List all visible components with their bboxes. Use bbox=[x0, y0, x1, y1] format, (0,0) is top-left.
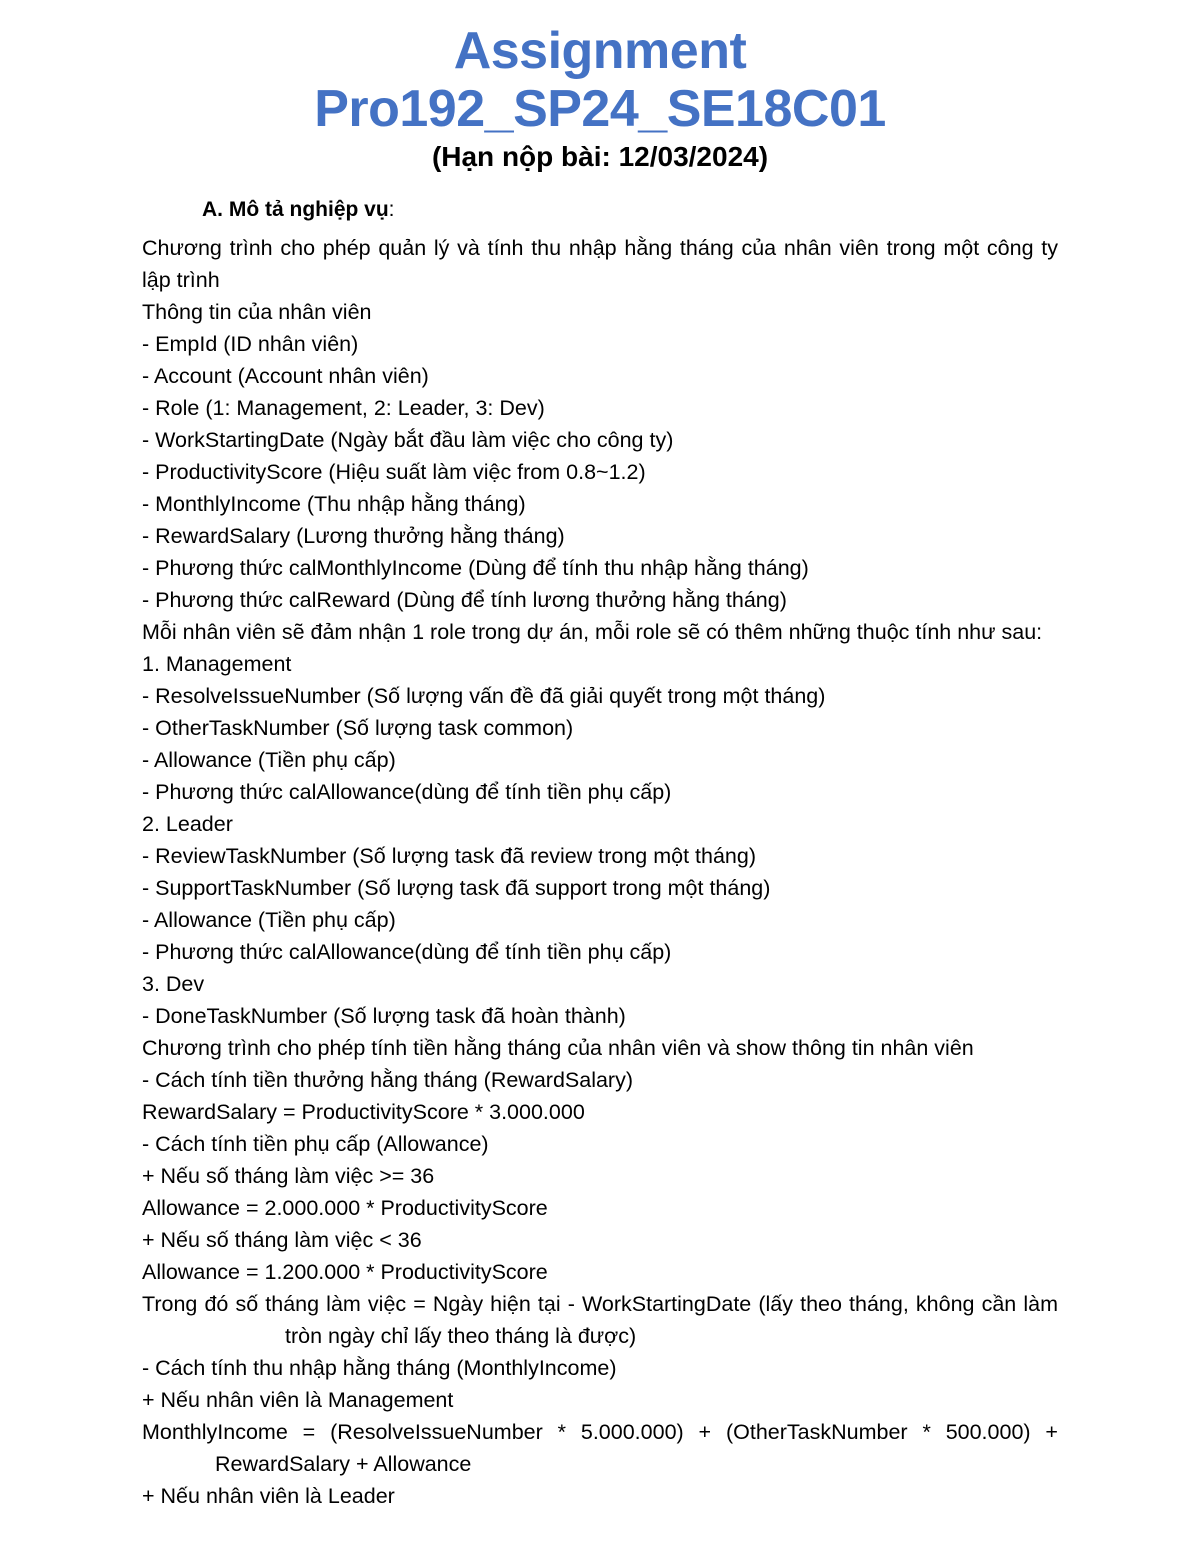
employee-attribute-item: - Phương thức calReward (Dùng để tính lương thưởng hằng tháng) bbox=[142, 588, 787, 613]
title-line-2: Pro192_SP24_SE18C01 bbox=[314, 80, 886, 139]
employee-attribute-item: - MonthlyIncome (Thu nhập hằng tháng) bbox=[142, 492, 526, 517]
allowance-condition-1: + Nếu số tháng làm việc >= 36 bbox=[142, 1164, 435, 1189]
allowance-formula-1: Allowance = 2.000.000 * ProductivityScore bbox=[142, 1196, 548, 1221]
months-calculation-note: Trong đó số tháng làm việc = Ngày hiện tại - WorkStartingDate (lấy theo tháng, không cần làm tròn ngày chỉ lấy theo tháng là được) bbox=[142, 1292, 1058, 1349]
employee-attribute-item: - Phương thức calMonthlyIncome (Dùng để tính thu nhập hằng tháng) bbox=[142, 556, 809, 581]
section-a-marker: A. bbox=[202, 198, 223, 221]
title-line-1: Assignment bbox=[453, 22, 747, 80]
income-condition-leader: + Nếu nhân viên là Leader bbox=[142, 1484, 395, 1509]
employee-attribute-item: - Account (Account nhân viên) bbox=[142, 364, 429, 389]
role-heading-leader: 2. Leader bbox=[142, 812, 233, 837]
roles-intro-paragraph: Mỗi nhân viên sẽ đảm nhận 1 role trong dự án, mỗi role sẽ có thêm những thuộc tính như sau: bbox=[142, 620, 1043, 645]
employee-attribute-item: - EmpId (ID nhân viên) bbox=[142, 332, 359, 357]
employee-attribute-item: - RewardSalary (Lương thưởng hằng tháng) bbox=[142, 524, 565, 549]
allowance-heading: - Cách tính tiền phụ cấp (Allowance) bbox=[142, 1132, 489, 1157]
document-body bbox=[142, 196, 1058, 1512]
role-item: - SupportTaskNumber (Số lượng task đã support trong một tháng) bbox=[142, 876, 771, 901]
document-title bbox=[0, 22, 1200, 138]
role-item: - DoneTaskNumber (Số lượng task đã hoàn thành) bbox=[142, 1004, 626, 1029]
role-item: - OtherTaskNumber (Số lượng task common) bbox=[142, 716, 574, 741]
document-subtitle: (Hạn nộp bài: 12/03/2024) bbox=[431, 141, 769, 173]
income-formula-management: MonthlyIncome = (ResolveIssueNumber * 5.000.000) + (OtherTaskNumber * 500.000) + RewardSalary + Allowance bbox=[142, 1420, 1058, 1477]
title-block bbox=[0, 0, 1200, 174]
role-item: - ResolveIssueNumber (Số lượng vấn đề đã giải quyết trong một tháng) bbox=[142, 684, 826, 709]
section-a-label: Mô tả nghiệp vụ bbox=[228, 198, 389, 221]
role-item: - Allowance (Tiền phụ cấp) bbox=[142, 908, 396, 933]
section-a-heading bbox=[202, 196, 1058, 224]
intro-paragraph-1: Chương trình cho phép quản lý và tính thu nhập hằng tháng của nhân viên trong một công ty lập trình bbox=[142, 236, 1058, 293]
income-heading: - Cách tính thu nhập hằng tháng (MonthlyIncome) bbox=[142, 1356, 617, 1381]
section-a-colon: : bbox=[388, 198, 395, 221]
employee-attribute-item: - Role (1: Management, 2: Leader, 3: Dev) bbox=[142, 396, 545, 421]
employee-attribute-item: - ProductivityScore (Hiệu suất làm việc from 0.8~1.2) bbox=[142, 460, 646, 485]
calculations-intro: Chương trình cho phép tính tiền hằng tháng của nhân viên và show thông tin nhân viên bbox=[142, 1036, 974, 1061]
role-item: - Allowance (Tiền phụ cấp) bbox=[142, 748, 396, 773]
role-heading-dev: 3. Dev bbox=[142, 972, 205, 997]
role-item: - Phương thức calAllowance(dùng để tính tiền phụ cấp) bbox=[142, 780, 672, 805]
role-item: - ReviewTaskNumber (Số lượng task đã review trong một tháng) bbox=[142, 844, 757, 869]
employee-attribute-item: - WorkStartingDate (Ngày bắt đầu làm việc cho công ty) bbox=[142, 428, 674, 453]
allowance-condition-2: + Nếu số tháng làm việc < 36 bbox=[142, 1228, 422, 1253]
role-item: - Phương thức calAllowance(dùng để tính tiền phụ cấp) bbox=[142, 940, 672, 965]
reward-formula: RewardSalary = ProductivityScore * 3.000.000 bbox=[142, 1100, 585, 1125]
income-condition-management: + Nếu nhân viên là Management bbox=[142, 1388, 454, 1413]
allowance-formula-2: Allowance = 1.200.000 * ProductivityScore bbox=[142, 1260, 548, 1285]
role-heading-management: 1. Management bbox=[142, 652, 292, 677]
intro-paragraph-2: Thông tin của nhân viên bbox=[142, 300, 372, 325]
reward-heading: - Cách tính tiền thưởng hằng tháng (RewardSalary) bbox=[142, 1068, 634, 1093]
